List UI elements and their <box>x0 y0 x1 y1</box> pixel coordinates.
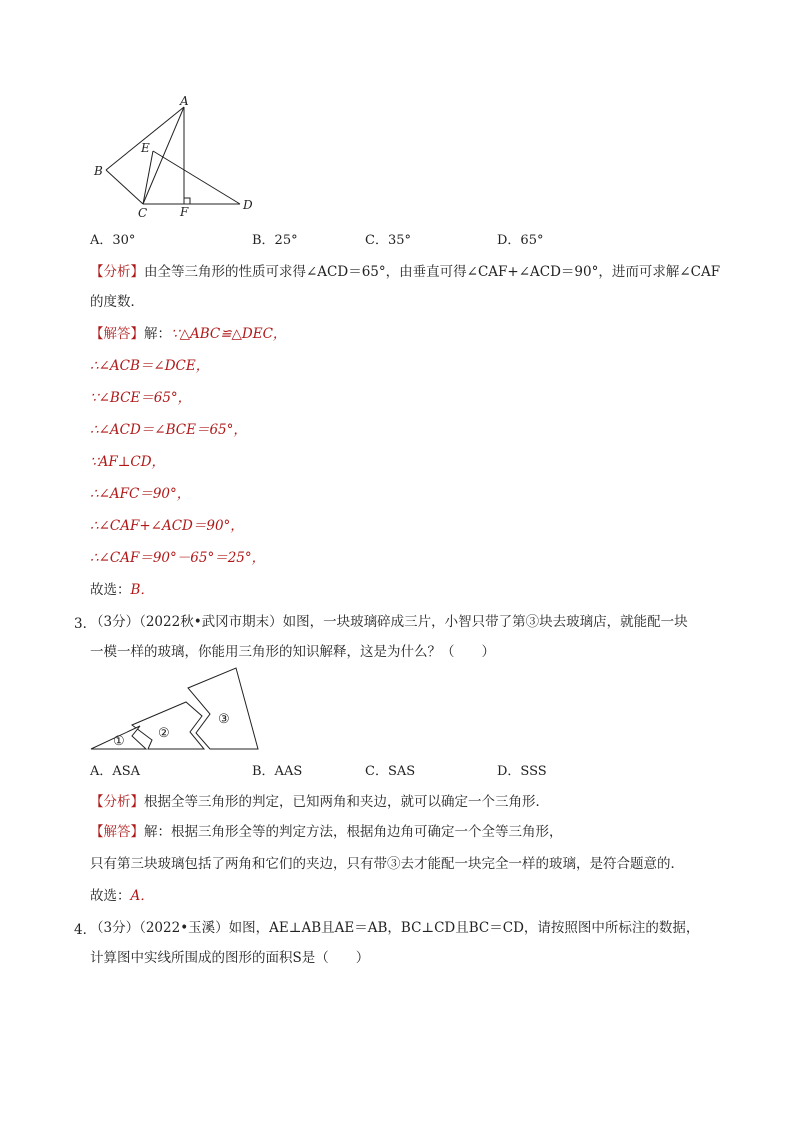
q3-choice: A． <box>130 888 154 904</box>
seg-CE <box>143 151 153 204</box>
q2-option-b: B．25° <box>252 233 298 248</box>
q2-option-c: C．35° <box>365 233 411 248</box>
q3-answer-tag: 【解答】 <box>90 824 144 840</box>
q3-choice-lead: 故选： <box>90 888 131 904</box>
q2-step-4: ∵AF⊥CD， <box>90 454 166 470</box>
label-D: D <box>243 198 253 212</box>
q3-analysis-line <box>90 792 549 812</box>
glass-label-3: ③ <box>218 712 230 727</box>
q2-answer-line <box>90 324 286 344</box>
label-C: C <box>138 206 148 220</box>
glass-label-2: ② <box>158 726 170 741</box>
q3-stem-line1: （3分）（2022秋•武冈市期末）如图，一块玻璃碎成三片，小智只带了第③块去玻璃店，就能配一块 <box>90 614 688 630</box>
q3-analysis-tag: 【分析】 <box>90 794 144 810</box>
glass-label-1: ① <box>113 734 125 749</box>
q3-analysis-text: 根据全等三角形的判定，已知两角和夹边，就可以确定一个三角形． <box>144 794 549 810</box>
label-B: B <box>94 164 103 178</box>
q4-stem-line2: 计算图中实线所围成的图形的面积S是（ ） <box>90 950 370 966</box>
q2-answer-tag: 【解答】 <box>90 326 144 342</box>
q3-answer-line1 <box>90 822 563 842</box>
q2-answer-lead: 解： <box>144 326 171 342</box>
q2-step-2: ∵∠BCE＝65°， <box>90 390 192 406</box>
q3-number: 3． <box>74 616 97 632</box>
figure-triangles <box>88 92 268 222</box>
q2-analysis-tag: 【分析】 <box>90 264 144 280</box>
right-angle-mark <box>184 198 190 204</box>
figure-broken-glass <box>88 666 268 756</box>
q3-option-c: C．SAS <box>365 764 416 779</box>
glass-piece-3 <box>188 668 258 749</box>
q2-option-d: D．65° <box>497 233 544 248</box>
label-E: E <box>141 141 150 155</box>
seg-AC <box>143 107 184 204</box>
seg-ED <box>153 151 240 204</box>
q2-step-7: ∴∠CAF＝90°－65°＝25°， <box>90 550 266 566</box>
q2-analysis-line1 <box>90 262 720 282</box>
q2-choice: B． <box>130 582 154 598</box>
q2-step-0: ∵△ABC≌△DEC， <box>171 326 287 342</box>
q3-answer-text1: 解：根据三角形全等的判定方法，根据角边角可确定一个全等三角形， <box>144 824 563 840</box>
q2-choice-lead: 故选： <box>90 582 131 598</box>
q3-option-a: A．ASA <box>90 764 141 779</box>
q2-choice-line <box>90 580 154 600</box>
q2-step-6: ∴∠CAF+∠ACD＝90°， <box>90 518 244 534</box>
seg-AB <box>106 107 184 170</box>
seg-BC <box>106 170 143 204</box>
label-A: A <box>180 94 189 108</box>
q3-option-d: D．SSS <box>497 764 547 779</box>
q2-step-1: ∴∠ACB＝∠DCE， <box>90 358 210 374</box>
q3-stem-line2: 一模一样的玻璃，你能用三角形的知识解释，这是为什么？（ ） <box>90 644 495 660</box>
label-F: F <box>180 205 189 219</box>
q4-stem-line1: （3分）（2022•玉溪）如图，AE⊥AB且AE＝AB，BC⊥CD且BC＝CD，请按照图中所标注的数据， <box>90 920 700 936</box>
q2-step-3: ∴∠ACD＝∠BCE＝65°， <box>90 422 247 438</box>
q2-analysis-text1: 由全等三角形的性质可求得∠ACD＝65°，由垂直可得∠CAF+∠ACD＝90°，进而可求解∠CAF <box>144 264 721 280</box>
q2-analysis-line2: 的度数． <box>90 294 144 310</box>
q2-step-5: ∴∠AFC＝90°， <box>90 486 191 502</box>
q2-option-a: A．30° <box>90 233 136 248</box>
q3-answer-line2: 只有第三块玻璃包括了两角和它们的夹边，只有带③去才能配一块完全一样的玻璃，是符合题意的． <box>90 856 684 872</box>
q4-number: 4． <box>74 922 97 938</box>
q3-choice-line <box>90 886 154 906</box>
q3-option-b: B．AAS <box>252 764 303 779</box>
